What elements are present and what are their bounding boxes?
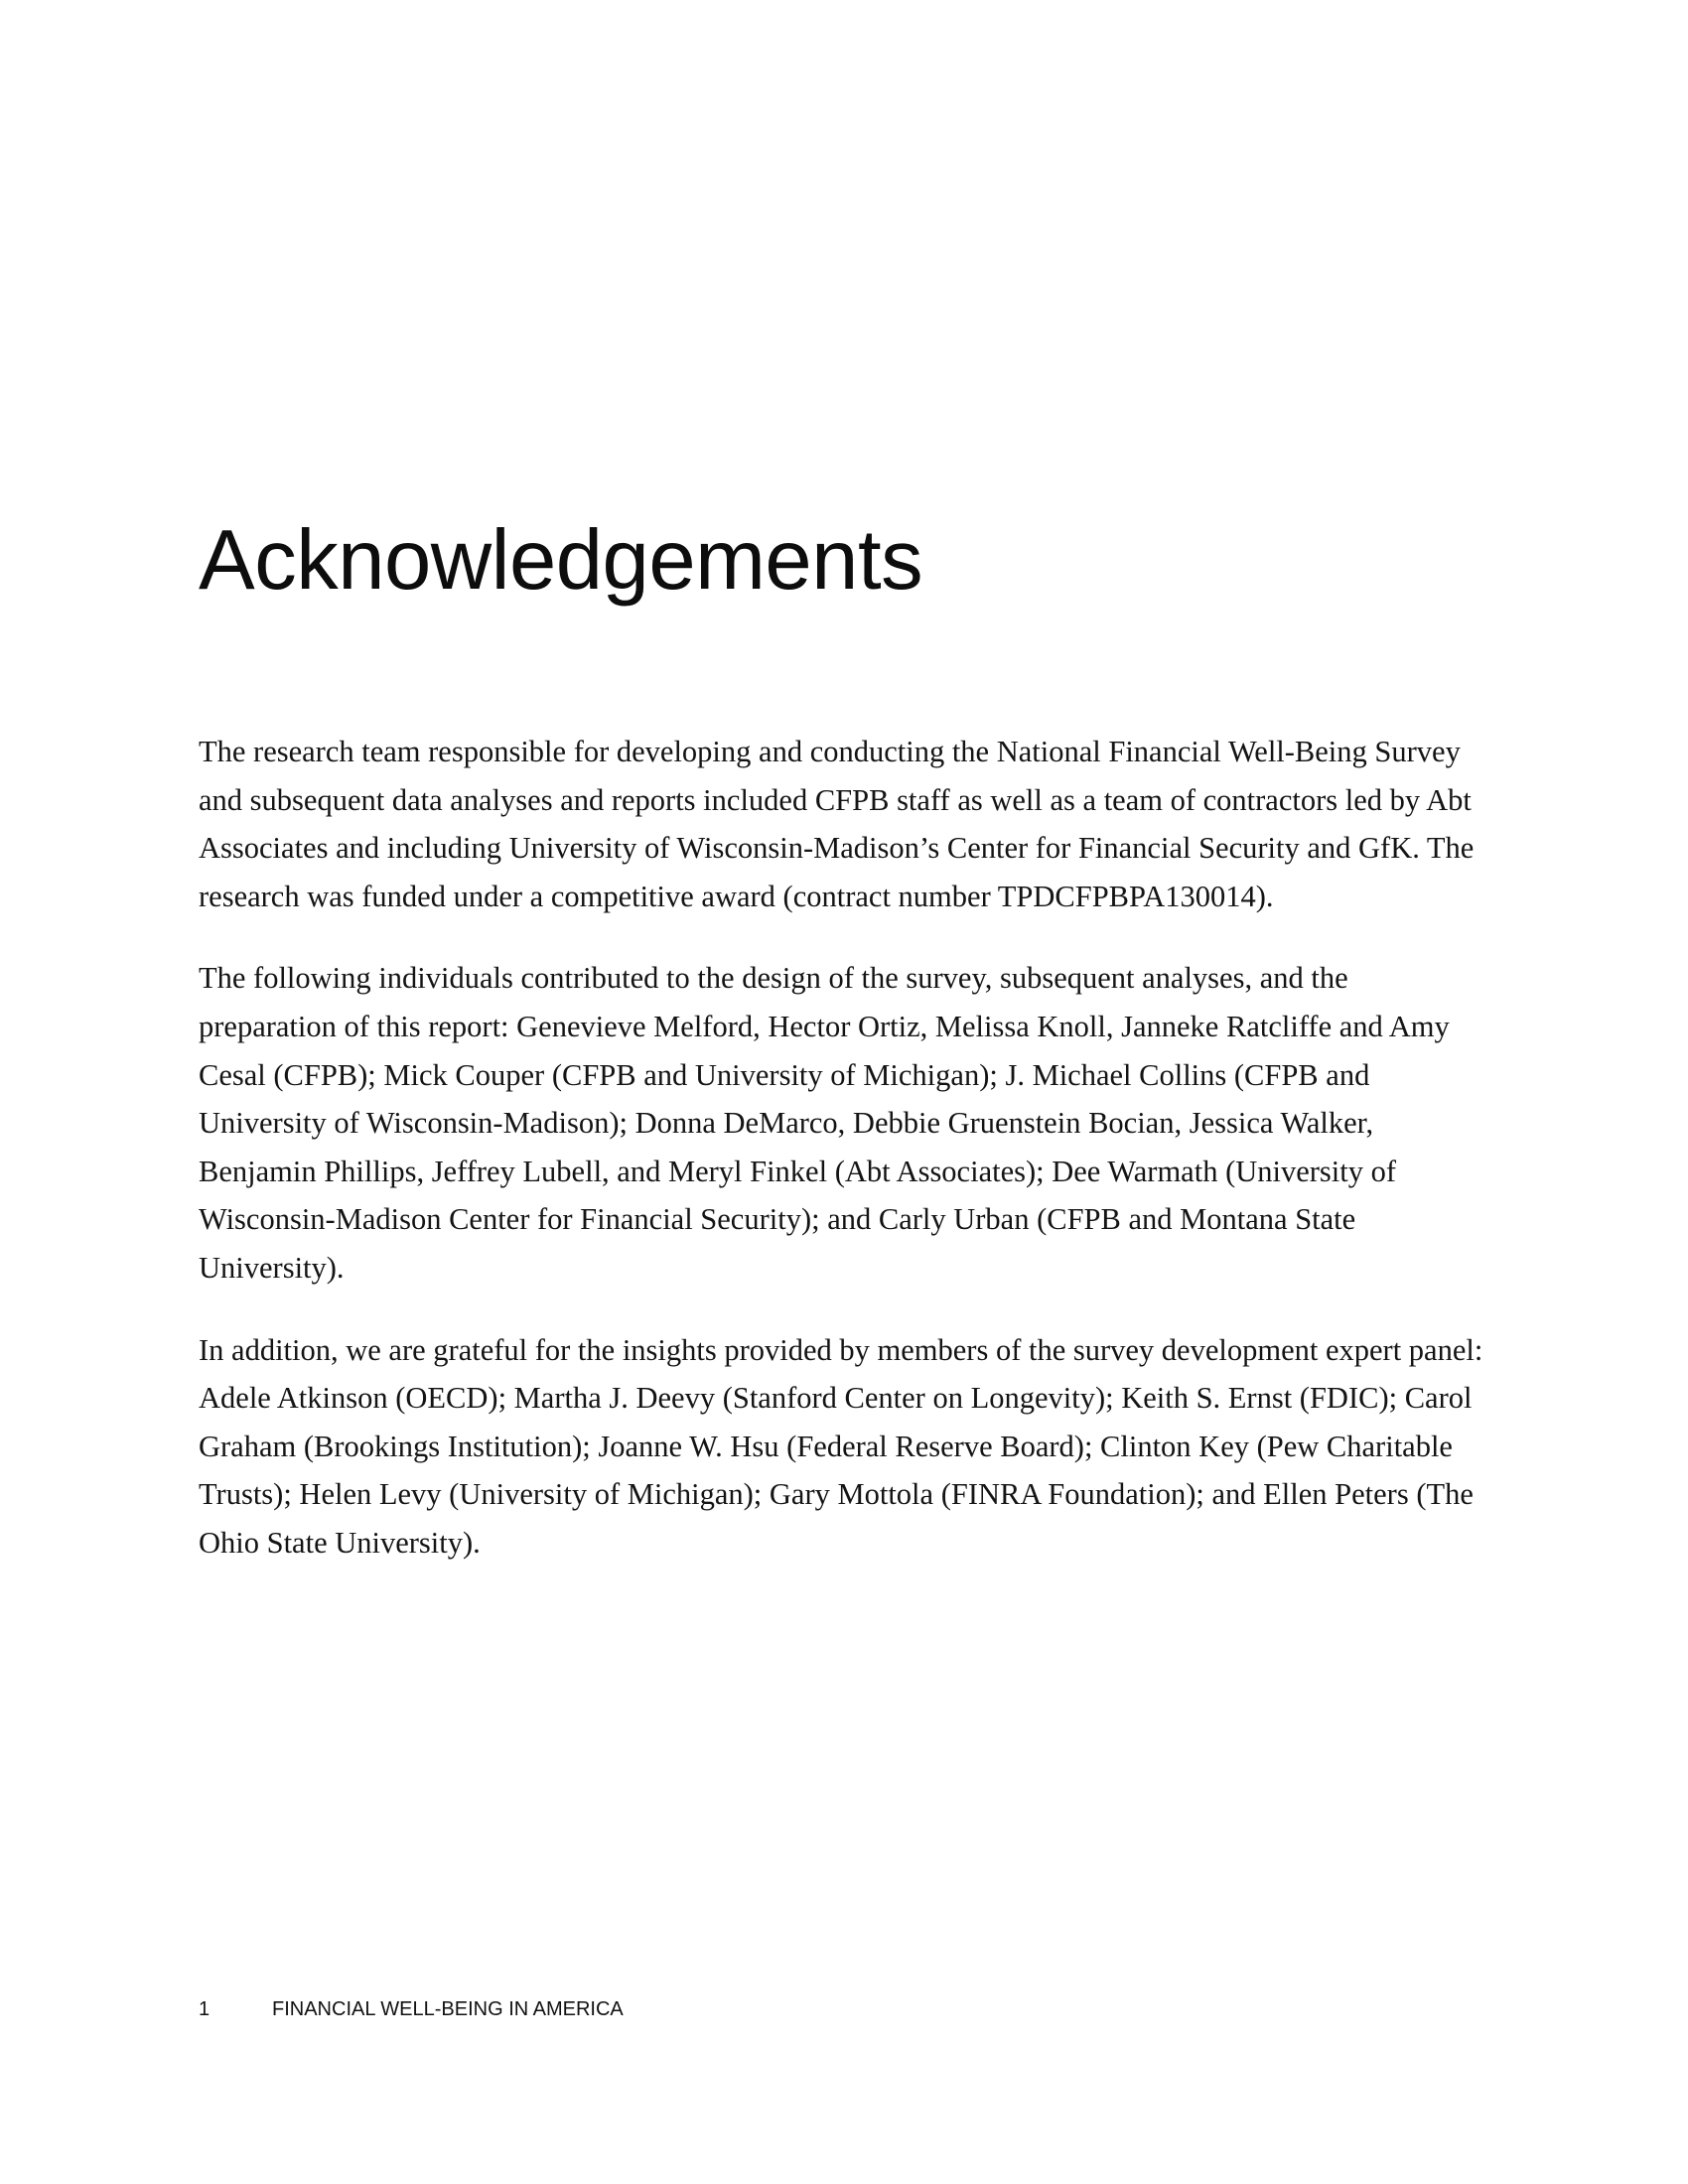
- page-number: 1: [199, 1998, 211, 2020]
- page-footer: [199, 1997, 624, 2021]
- running-title: FINANCIAL WELL-BEING IN AMERICA: [272, 1998, 624, 2020]
- body-text: [199, 728, 1489, 1601]
- page-title: Acknowledgements: [199, 513, 923, 608]
- paragraph-research-team: The research team responsible for developing and conducting the National Financial Well-Being Survey and subsequent data analyses and reports included CFPB staff as well as a team of contractors led by Abt Associates and including University of Wisconsin-Madison’s Center for Financial Security and GfK. The research was funded under a competitive award (contract number TPDCFPBPA130014).: [199, 735, 1475, 913]
- paragraph-contributors: The following individuals contributed to the design of the survey, subsequent analyses, and the preparation of this report: Genevieve Melford, Hector Ortiz, Melissa Knoll, Janneke Ratcliffe and Amy Cesal (CFPB); Mick Couper (CFPB and University of Michigan); J. Michael Collins (CFPB and University of Wisconsin-Madison); Donna DeMarco, Debbie Gruenstein Bocian, Jessica Walker, Benjamin Phillips, Jeffrey Lubell, and Meryl Finkel (Abt Associates); Dee Warmath (University of Wisconsin-Madison Center for Financial Security); and Carly Urban (CFPB and Montana State University).: [199, 961, 1450, 1285]
- paragraph-expert-panel: In addition, we are grateful for the insights provided by members of the survey development expert panel: Adele Atkinson (OECD); Martha J. Deevy (Stanford Center on Longevity); Keith S. Ernst (FDIC); Carol Graham (Brookings Institution); Joanne W. Hsu (Federal Reserve Board); Clinton Key (Pew Charitable Trusts); Helen Levy (University of Michigan); Gary Mottola (FINRA Foundation); and Ellen Peters (The Ohio State University).: [199, 1332, 1483, 1560]
